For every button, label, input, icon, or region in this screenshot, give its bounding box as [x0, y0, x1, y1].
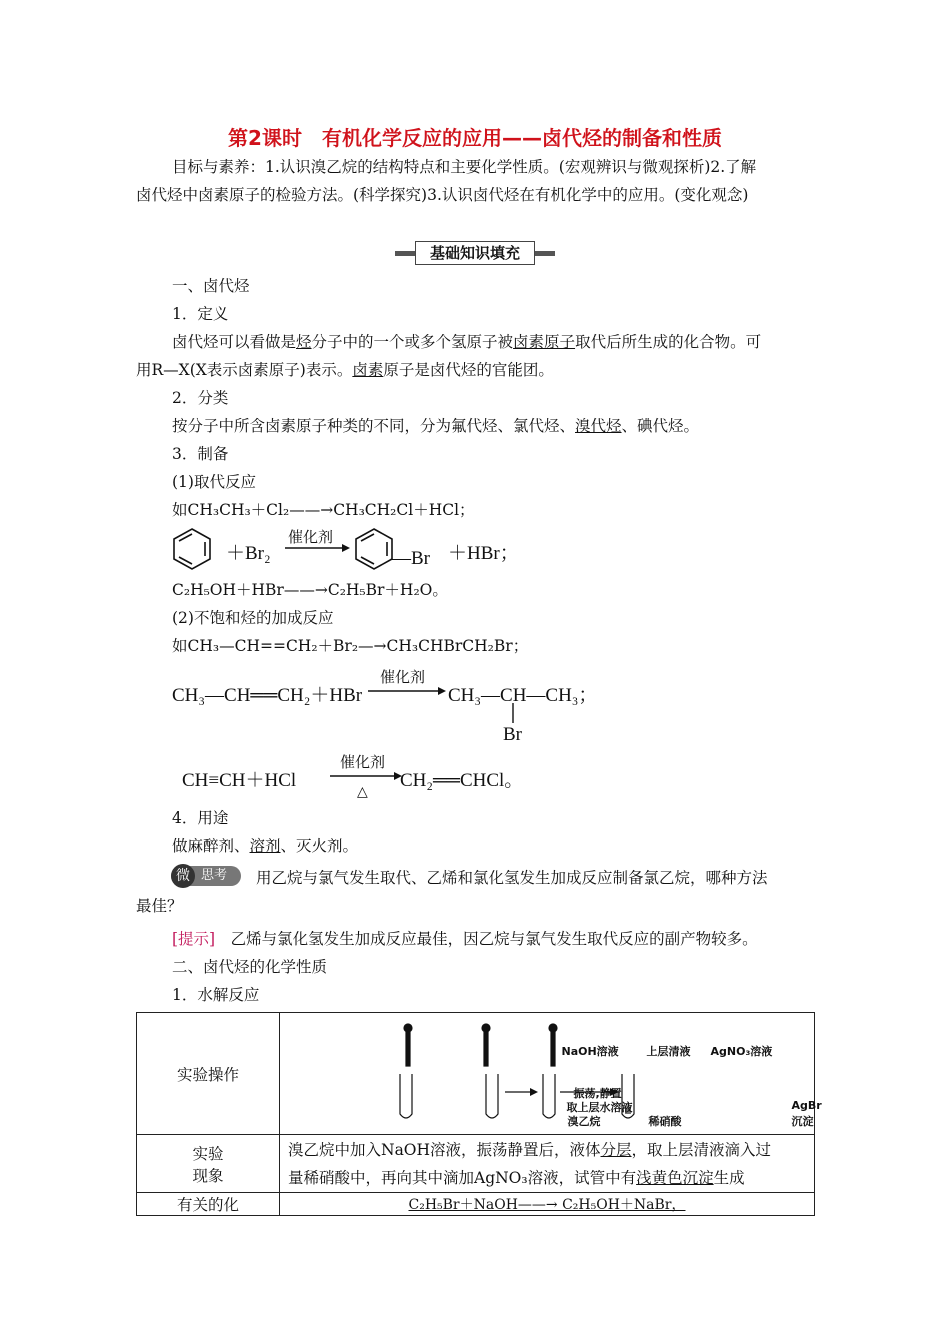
answer-blank: 卤素原子	[513, 333, 576, 351]
experiment-table	[136, 1012, 822, 1216]
bromobenzene-substituent: —Br	[392, 548, 430, 569]
catalyst-label: 催化剂	[288, 528, 334, 546]
text: 量稀硝酸中，再向其中滴加AgNO₃溶液，试管中有	[288, 1168, 637, 1187]
agno3-label: AgNO₃溶液	[710, 1044, 773, 1058]
hint	[172, 929, 758, 949]
definition-heading: 1．定义	[172, 305, 229, 323]
hbr-product: ＋HBr；	[448, 543, 519, 564]
table-row	[137, 1013, 815, 1135]
answer-blank: 烃	[296, 333, 312, 351]
nitric-acid-label: 稀硝酸	[648, 1114, 682, 1128]
answer-blank: 卤素	[352, 361, 384, 379]
text: 、灭火剂。	[280, 837, 359, 855]
text: 做麻醉剂、	[172, 837, 250, 855]
answer-blank: 分层	[600, 1140, 632, 1159]
shake-label: 振荡,静置	[573, 1086, 622, 1100]
bromine-substituent: Br	[503, 724, 522, 745]
uses-heading: 4．用途	[172, 809, 229, 827]
hydrolysis-heading: 1．水解反应	[172, 986, 260, 1004]
hint-text: 乙烯与氯化氢发生加成反应最佳，因乙烷与氯气发生取代反应的副产物较多。	[230, 930, 758, 948]
answer-blank: C₂H₅Br＋NaOH——→ C₂H₅OH＋NaBr，	[408, 1197, 686, 1213]
arrow-head	[342, 544, 350, 552]
section-heading-properties: 二、卤代烃的化学性质	[172, 958, 328, 976]
substitution-heading: (1)取代反应	[172, 473, 256, 491]
heat-symbol: △	[357, 784, 368, 800]
answer-blank: 溶剂	[249, 837, 281, 855]
bond-line	[510, 703, 516, 725]
text: 取代后所生成的化合物。可	[575, 333, 762, 351]
phenomenon-line-2	[288, 1164, 806, 1192]
micro-think-badge	[171, 866, 241, 886]
text: ，取上层清液滴入过	[631, 1140, 772, 1159]
classification-heading: 2．分类	[172, 389, 229, 407]
vinyl-chloride-product: CH₂══CHCl。	[400, 770, 524, 791]
upper-layer-label: 上层清液	[646, 1044, 691, 1058]
hint-label: [提示]	[172, 930, 216, 948]
definition-line-2	[136, 360, 554, 380]
bromopropane-product: CH₃—CH—CH₃；	[448, 685, 598, 706]
text: 、碘代烃。	[621, 417, 700, 435]
table-label-operation: 实验操作	[137, 1013, 280, 1135]
table-label-equation: 有关的化	[137, 1193, 280, 1216]
naoh-label: NaOH溶液	[561, 1044, 619, 1058]
text: 分子中的一个或多个氢原子被	[311, 333, 514, 351]
experiment-diagram-cell	[280, 1013, 822, 1135]
classification-text	[172, 416, 699, 436]
page-title: 第2课时 有机化学反应的应用——卤代烃的制备和性质	[228, 126, 722, 150]
benzene-ring-icon	[356, 529, 392, 569]
benzene-ring-icon	[174, 529, 210, 569]
agbr-label: AgBr	[791, 1098, 822, 1112]
answer-blank: 浅黄色沉淀	[636, 1168, 714, 1187]
bromine-reactant: ＋Br₂	[226, 543, 271, 564]
section-heading-haloalkane: 一、卤代烃	[172, 277, 250, 295]
label-line: 实验	[192, 1144, 224, 1163]
table-label-phenomenon	[137, 1135, 280, 1193]
section-banner	[395, 241, 555, 265]
text: 按分子中所含卤素原子种类的不同，分为氟代烃、氯代烃、	[172, 417, 576, 435]
equation-ethanol-hbr: C₂H₅OH＋HBr——→C₂H₅Br＋H₂O。	[172, 581, 448, 599]
propene-hbr-reactants: CH₃—CH══CH₂＋HBr	[172, 685, 363, 706]
label-line: 现象	[192, 1166, 224, 1185]
equation-ethane-chlorine: 如CH₃CH₃＋Cl₂——→CH₃CH₂Cl＋HCl；	[172, 501, 475, 519]
acetylene-hcl-reactants: CH≡CH＋HCl	[182, 770, 297, 791]
badge-char: 微	[171, 864, 195, 888]
precipitate-label: 沉淀	[791, 1114, 814, 1128]
equation-propene-bromine: 如CH₃—CH==CH₂＋Br₂—→CH₃CHBrCH₂Br；	[172, 637, 529, 655]
preparation-heading: 3．制备	[172, 445, 229, 463]
banner-label: 基础知识填充	[415, 241, 535, 265]
text: 卤代烃可以看做是	[172, 333, 297, 351]
phenomenon-text	[280, 1135, 815, 1193]
catalyst-label: 催化剂	[340, 753, 386, 771]
goals-line-2: 卤代烃中卤素原子的检验方法。(科学探究)3.认识卤代烃在有机化学中的应用。(变化观念)	[136, 186, 749, 204]
table-row	[137, 1135, 815, 1193]
bromoethane-label: 溴乙烷	[567, 1114, 601, 1128]
take-upper-label: 取上层水溶液	[566, 1100, 633, 1114]
uses-text	[172, 836, 358, 856]
text: 原子是卤代烃的官能团。	[383, 361, 554, 379]
think-question-line-1: 用乙烷与氯气发生取代、乙烯和氯化氢发生加成反应制备氯乙烷，哪种方法	[256, 869, 768, 887]
phenomenon-line-1	[288, 1136, 806, 1164]
text: 溴乙烷中加入NaOH溶液，振荡静置后，液体	[288, 1140, 601, 1159]
text: 生成	[713, 1168, 745, 1187]
answer-blank: 溴代烃	[575, 417, 622, 435]
badge-label: 思考	[201, 868, 228, 883]
goals-line-1: 目标与素养：1.认识溴乙烷的结构特点和主要化学性质。(宏观辨识与微观探析)2.了解	[172, 158, 757, 176]
addition-heading: (2)不饱和烃的加成反应	[172, 609, 334, 627]
reaction-arrow	[368, 684, 448, 698]
table-row	[137, 1193, 815, 1216]
text: 用R—X(X表示卤素原子)表示。	[136, 361, 353, 379]
reaction-arrow	[330, 769, 404, 783]
catalyst-label: 催化剂	[380, 668, 426, 686]
definition-line-1	[172, 332, 761, 352]
hydrolysis-equation	[280, 1193, 815, 1216]
think-question-line-2: 最佳？	[136, 897, 183, 915]
